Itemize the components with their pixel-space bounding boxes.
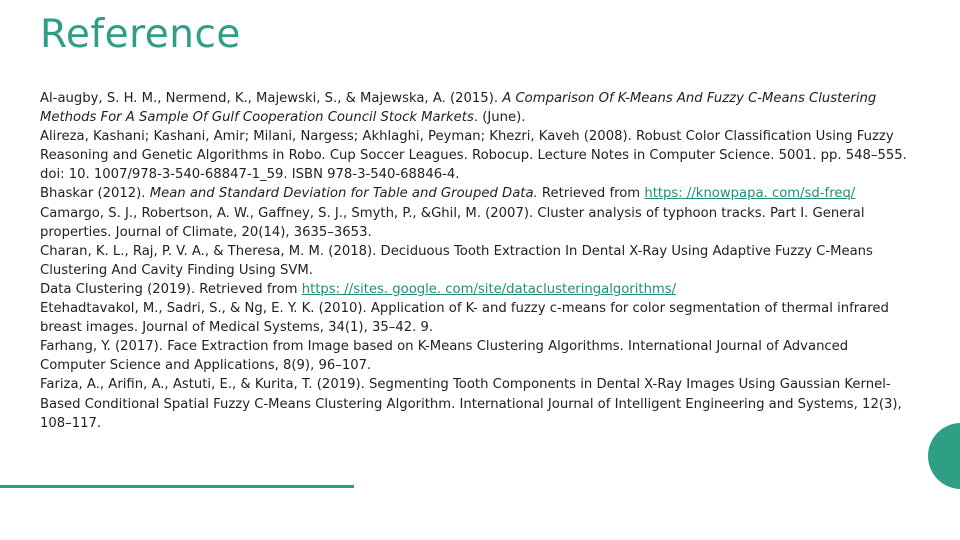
reference-text: Charan, K. L., Raj, P. V. A., & Theresa, M. M. (2018). Deciduous Tooth Extraction In Dental X-Ray Using Adaptive Fuzzy C-Means Clustering And Cavity Finding Using SVM. <box>40 243 873 278</box>
reference-text: Bhaskar (2012). <box>40 186 150 202</box>
reference-item <box>40 89 910 127</box>
reference-item <box>40 280 910 299</box>
reference-text: Data Clustering (2019). Retrieved from <box>40 281 302 297</box>
reference-text: Fariza, A., Arifin, A., Astuti, E., & Kurita, T. (2019). Segmenting Tooth Components in Dental X-Ray Images Using Gaussian Kernel-Based Conditional Spatial Fuzzy C-Means Clustering Algorithm. International Journal of Intelligent Engineering and Systems, 12(3), 108–117. <box>40 377 902 431</box>
reference-item <box>40 184 910 203</box>
reference-text: Farhang, Y. (2017). Face Extraction from Image based on K-Means Clustering Algorithms. International Journal of Advanced Computer Science and Applications, 8(9), 96–107. <box>40 339 849 374</box>
page-title: Reference <box>40 12 241 57</box>
reference-list <box>40 89 910 433</box>
decorative-circle <box>928 423 960 489</box>
reference-item <box>40 242 910 280</box>
reference-text: Etehadtavakol, M., Sadri, S., & Ng, E. Y. K. (2010). Application of K- and fuzzy c-means for color segmentation of thermal infrared breast images. Journal of Medical Systems, 34(1), 35–42. 9. <box>40 301 889 336</box>
reference-item <box>40 375 910 432</box>
reference-item <box>40 337 910 375</box>
reference-text: Al-augby, S. H. M., Nermend, K., Majewski, S., & Majewska, A. (2015). <box>40 91 503 106</box>
reference-item <box>40 299 910 337</box>
reference-item <box>40 127 910 184</box>
reference-link[interactable]: https: //knowpapa. com/sd-freq/ <box>644 186 856 202</box>
bottom-divider <box>0 485 354 488</box>
reference-text: Camargo, S. J., Robertson, A. W., Gaffney, S. J., Smyth, P., &Ghil, M. (2007). Cluster analysis of typhoon tracks. Part I. General properties. Journal of Climate, 20(14), 3635–3653. <box>40 205 865 240</box>
reference-text: . (June). <box>473 110 526 126</box>
reference-text: Alireza, Kashani; Kashani, Amir; Milani, Nargess; Akhlaghi, Peyman; Khezri, Kaveh (2008). Robust Color Classification Using Fuzzy Reasoning and Genetic Algorithms in Robo. Cup Soccer Leagues. Robocup. Lecture Notes in Computer Science. 5001. pp. 548–555. doi: 10. 1007/978-3-540-68847-1_59. ISBN 978-3-540-68846-4. <box>40 129 907 183</box>
reference-text: A Comparison Of K-Means And Fuzzy C-Means Clustering Methods For A Sample Of Gulf Cooperation Council Stock Markets <box>40 91 877 126</box>
reference-link[interactable]: https: //sites. google. com/site/dataclusteringalgorithms/ <box>301 281 677 297</box>
reference-text: Retrieved from <box>537 186 645 202</box>
reference-text: Mean and Standard Deviation for Table and Grouped Data. <box>149 186 538 202</box>
reference-item <box>40 204 910 242</box>
